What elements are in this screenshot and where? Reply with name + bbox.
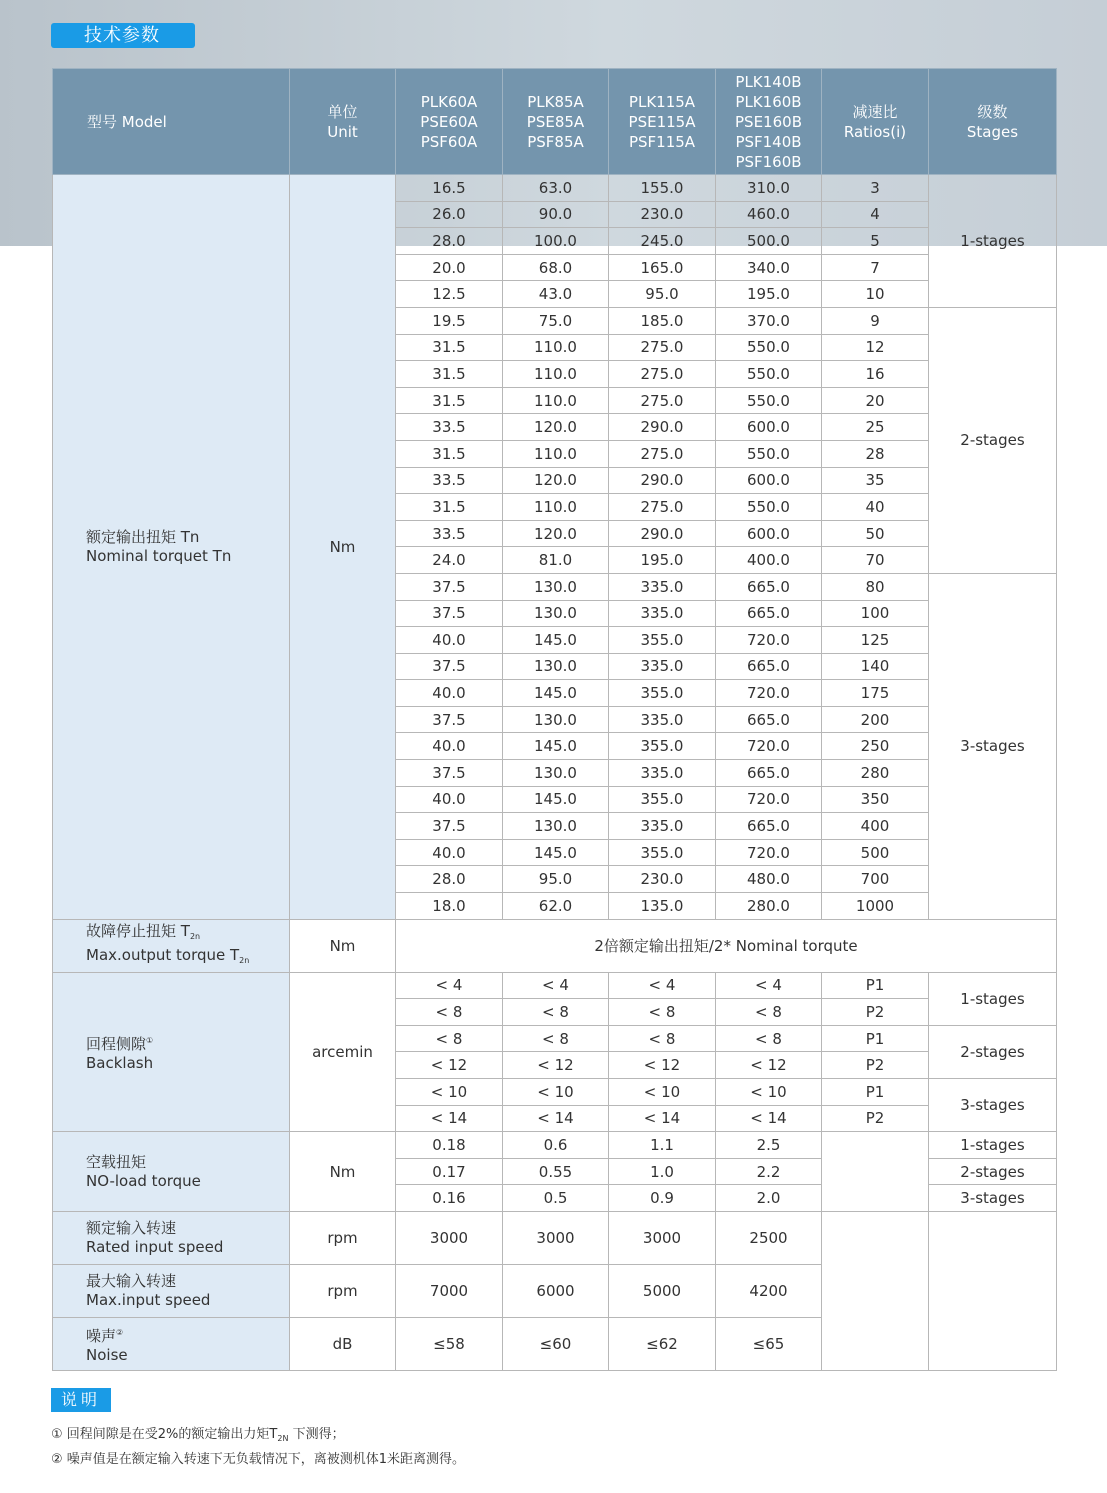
ratio-cell: 7 [822,254,929,281]
precision-cell: P1 [822,1079,929,1106]
torque-cell: 40.0 [396,627,503,654]
torque-cell: 600.0 [716,520,822,547]
max-torque-label-en [86,946,289,970]
torque-cell: 550.0 [716,494,822,521]
backlash-cell: < 8 [503,999,609,1026]
torque-cell: 195.0 [609,547,716,574]
ratio-header-en: Ratios(i) [843,122,907,141]
rated-speed-cell: 3000 [396,1211,503,1264]
backlash-label-cn [86,1031,289,1054]
torque-cell: 370.0 [716,307,822,334]
nominal-torque-label-en-text: Nominal torquet Tn [86,546,232,565]
stage-cell: 3-stages [929,1185,1057,1212]
torque-cell: 110.0 [503,387,609,414]
noload-cell: 0.6 [503,1132,609,1159]
nominal-torque-label [53,175,290,920]
ratio-cell: 16 [822,361,929,388]
torque-cell: 145.0 [503,839,609,866]
stage-cell: 2-stages [929,307,1057,573]
torque-cell: 110.0 [503,361,609,388]
product-name: PSE160B [735,112,802,131]
torque-cell: 18.0 [396,893,503,920]
max-torque-label-sub: 2n [189,931,201,941]
stage-cell: 1-stages [929,1132,1057,1159]
max-torque-label-sub: 2n [239,955,250,965]
unit-header-en: Unit [327,122,358,141]
backlash-cell: < 8 [396,1025,503,1052]
rated-speed-cell: 2500 [716,1211,822,1264]
ratio-cell: 250 [822,733,929,760]
torque-cell: 16.5 [396,175,503,202]
torque-cell: 40.0 [396,786,503,813]
torque-cell: 95.0 [503,866,609,893]
stages-header-cn: 级数 [977,102,1008,121]
max-speed-label-cn [86,1272,289,1291]
rated-speed-cell: 3000 [503,1211,609,1264]
torque-cell: 110.0 [503,494,609,521]
torque-cell: 37.5 [396,760,503,787]
torque-cell: 130.0 [503,653,609,680]
torque-cell: 145.0 [503,733,609,760]
torque-cell: 37.5 [396,653,503,680]
backlash-cell: < 10 [609,1079,716,1106]
torque-cell: 665.0 [716,706,822,733]
torque-cell: 37.5 [396,600,503,627]
torque-cell: 195.0 [716,281,822,308]
ratio-cell: 5 [822,228,929,255]
ratio-cell: 280 [822,760,929,787]
noload-cell: 2.5 [716,1132,822,1159]
torque-cell: 110.0 [503,440,609,467]
torque-cell: 280.0 [716,893,822,920]
torque-cell: 130.0 [503,706,609,733]
backlash-cell: < 14 [609,1105,716,1132]
noise-cell: ≤62 [609,1317,716,1370]
backlash-label-mark: ① [146,1035,154,1045]
product-name: PSE85A [526,112,585,131]
ratio-cell: 700 [822,866,929,893]
torque-cell: 33.5 [396,414,503,441]
backlash-cell: < 4 [396,972,503,999]
torque-cell: 145.0 [503,680,609,707]
torque-cell: 19.5 [396,307,503,334]
ratio-cell: 350 [822,786,929,813]
rated-speed-label-cn-text: 额定输入转速 [86,1218,177,1237]
torque-cell: 33.5 [396,467,503,494]
torque-cell: 37.5 [396,706,503,733]
torque-cell: 230.0 [609,866,716,893]
torque-cell: 355.0 [609,786,716,813]
product-name: PSF85A [527,132,584,151]
section-title: 技术参数 [51,23,195,48]
noise-label-en-text: Noise [86,1345,128,1364]
torque-cell: 550.0 [716,387,822,414]
stages-header [929,69,1057,175]
note-1-tail: 下测得； [288,1427,345,1442]
ratio-cell: 400 [822,813,929,840]
torque-cell: 28.0 [396,228,503,255]
note-2: ② 噪声值是在额定输入转速下无负载情况下，离被测机体1米距离测得。 [51,1452,466,1467]
max-torque-label [53,919,290,972]
torque-cell: 230.0 [609,201,716,228]
torque-cell: 335.0 [609,706,716,733]
torque-cell: 145.0 [503,786,609,813]
product-name: PLK85A [527,92,584,111]
noload-cell: 0.16 [396,1185,503,1212]
ratio-cell: 125 [822,627,929,654]
empty-cell [822,1211,929,1370]
backlash-cell: < 8 [609,999,716,1026]
product-name: PSF140B [735,132,802,151]
product-header-3 [609,69,716,175]
torque-cell: 480.0 [716,866,822,893]
torque-cell: 720.0 [716,627,822,654]
torque-cell: 720.0 [716,680,822,707]
max-speed-label [53,1264,290,1317]
torque-cell: 120.0 [503,467,609,494]
stage-cell: 3-stages [929,1079,1057,1132]
torque-cell: 63.0 [503,175,609,202]
ratio-cell: 80 [822,573,929,600]
torque-cell: 500.0 [716,228,822,255]
torque-cell: 110.0 [503,334,609,361]
max-torque-label-cn [86,922,289,946]
table-body [53,175,1057,1371]
table-row [53,1132,1057,1159]
noise-cell: ≤65 [716,1317,822,1370]
max-speed-cell: 6000 [503,1264,609,1317]
noload-cell: 0.9 [609,1185,716,1212]
rated-speed-label-cn [86,1219,289,1238]
backlash-cell: < 14 [503,1105,609,1132]
product-name: PLK160B [735,92,802,111]
backlash-cell: < 4 [503,972,609,999]
torque-cell: 100.0 [503,228,609,255]
notes-title: 说明 [51,1388,111,1412]
table-row [53,175,1057,202]
torque-cell: 165.0 [609,254,716,281]
ratio-cell: 25 [822,414,929,441]
spec-table [52,68,1057,1371]
product-name: PLK115A [628,92,696,111]
max-speed-label-en [86,1291,289,1310]
ratio-cell: 3 [822,175,929,202]
empty-cell [929,1211,1057,1370]
torque-cell: 335.0 [609,653,716,680]
notes [51,1424,465,1470]
unit-cell: dB [290,1317,396,1370]
ratio-cell: 35 [822,467,929,494]
torque-cell: 185.0 [609,307,716,334]
torque-cell: 665.0 [716,813,822,840]
torque-cell: 81.0 [503,547,609,574]
torque-cell: 120.0 [503,520,609,547]
max-torque-label-cn-text: 故障停止扭矩 T [86,921,190,940]
unit-header-cn: 单位 [327,102,358,121]
torque-cell: 12.5 [396,281,503,308]
torque-cell: 275.0 [609,387,716,414]
torque-cell: 600.0 [716,467,822,494]
torque-cell: 290.0 [609,414,716,441]
torque-cell: 275.0 [609,334,716,361]
backlash-cell: < 4 [716,972,822,999]
torque-cell: 145.0 [503,627,609,654]
backlash-label [53,972,290,1132]
precision-cell: P2 [822,999,929,1026]
backlash-cell: < 8 [503,1025,609,1052]
stage-cell: 2-stages [929,1025,1057,1078]
torque-cell: 355.0 [609,733,716,760]
ratio-cell: 12 [822,334,929,361]
empty-cell [822,1132,929,1212]
noload-label-cn [86,1153,289,1172]
ratio-cell: 1000 [822,893,929,920]
backlash-label-en [86,1054,289,1073]
torque-cell: 720.0 [716,733,822,760]
backlash-label-en-text: Backlash [86,1053,154,1072]
noload-cell: 0.17 [396,1158,503,1185]
noise-label-en [86,1346,289,1365]
table-row [53,1211,1057,1264]
rated-speed-label-en-text: Rated input speed [86,1237,224,1256]
noise-cell: ≤58 [396,1317,503,1370]
torque-cell: 40.0 [396,733,503,760]
torque-cell: 120.0 [503,414,609,441]
stage-cell: 1-stages [929,175,1057,308]
unit-cell: rpm [290,1264,396,1317]
noload-cell: 2.2 [716,1158,822,1185]
torque-cell: 355.0 [609,839,716,866]
ratio-cell: 100 [822,600,929,627]
ratio-cell: 175 [822,680,929,707]
torque-cell: 24.0 [396,547,503,574]
torque-cell: 720.0 [716,786,822,813]
max-speed-cell: 7000 [396,1264,503,1317]
torque-cell: 335.0 [609,600,716,627]
torque-cell: 130.0 [503,573,609,600]
torque-cell: 400.0 [716,547,822,574]
max-speed-label-en-text: Max.input speed [86,1290,211,1309]
torque-cell: 33.5 [396,520,503,547]
torque-cell: 75.0 [503,307,609,334]
torque-cell: 290.0 [609,520,716,547]
torque-cell: 665.0 [716,760,822,787]
product-name: PSE60A [420,112,478,131]
torque-cell: 62.0 [503,893,609,920]
ratio-header-cn: 减速比 [852,102,898,121]
backlash-cell: < 8 [609,1025,716,1052]
max-speed-cell: 5000 [609,1264,716,1317]
backlash-cell: < 12 [396,1052,503,1079]
unit-cell: Nm [290,919,396,972]
product-name: PSF60A [420,132,478,151]
torque-cell: 665.0 [716,600,822,627]
noload-label-cn-text: 空载扭矩 [86,1152,147,1171]
ratio-header [822,69,929,175]
torque-cell: 600.0 [716,414,822,441]
torque-cell: 130.0 [503,600,609,627]
torque-cell: 43.0 [503,281,609,308]
product-name: PSE115A [628,112,696,131]
torque-cell: 37.5 [396,813,503,840]
note-1-text: ① 回程间隙是在受2%的额定输出力矩T [51,1427,278,1442]
stage-cell: 3-stages [929,573,1057,919]
torque-cell: 665.0 [716,653,822,680]
backlash-cell: < 14 [716,1105,822,1132]
ratio-cell: 70 [822,547,929,574]
torque-cell: 290.0 [609,467,716,494]
torque-cell: 310.0 [716,175,822,202]
noload-cell: 0.55 [503,1158,609,1185]
ratio-cell: 50 [822,520,929,547]
torque-cell: 28.0 [396,866,503,893]
backlash-cell: < 10 [396,1079,503,1106]
noise-cell: ≤60 [503,1317,609,1370]
torque-cell: 335.0 [609,813,716,840]
product-name: PLK60A [420,92,478,111]
torque-cell: 275.0 [609,440,716,467]
noload-cell: 0.5 [503,1185,609,1212]
rated-speed-label-en [86,1238,289,1257]
backlash-cell: < 12 [716,1052,822,1079]
note-1 [51,1424,465,1449]
torque-cell: 550.0 [716,334,822,361]
product-name: PLK140B [735,72,802,91]
backlash-cell: < 12 [503,1052,609,1079]
torque-cell: 550.0 [716,440,822,467]
ratio-cell: 10 [822,281,929,308]
max-speed-label-cn-text: 最大输入转速 [86,1271,177,1290]
noload-cell: 1.1 [609,1132,716,1159]
precision-cell: P2 [822,1105,929,1132]
noise-label-cn [86,1323,289,1346]
torque-cell: 37.5 [396,573,503,600]
noload-label [53,1132,290,1212]
torque-cell: 20.0 [396,254,503,281]
precision-cell: P1 [822,972,929,999]
ratio-cell: 20 [822,387,929,414]
product-name: PSF115A [628,132,696,151]
noload-label-en [86,1172,289,1191]
backlash-cell: < 4 [609,972,716,999]
note-1-sub: 2N [277,1434,289,1443]
product-name: PSF160B [735,152,802,171]
table-row [53,919,1057,972]
torque-cell: 95.0 [609,281,716,308]
rated-speed-label [53,1211,290,1264]
torque-cell: 31.5 [396,494,503,521]
torque-cell: 40.0 [396,839,503,866]
ratio-cell: 9 [822,307,929,334]
product-header-4 [716,69,822,175]
torque-cell: 335.0 [609,760,716,787]
torque-cell: 275.0 [609,361,716,388]
noload-cell: 0.18 [396,1132,503,1159]
backlash-cell: < 12 [609,1052,716,1079]
stage-cell: 1-stages [929,972,1057,1025]
table-header-row [53,69,1057,175]
max-speed-cell: 4200 [716,1264,822,1317]
unit-cell: arcemin [290,972,396,1132]
torque-cell: 31.5 [396,361,503,388]
noload-cell: 1.0 [609,1158,716,1185]
nominal-torque-label-en [86,547,289,566]
noload-cell: 2.0 [716,1185,822,1212]
stage-cell: 2-stages [929,1158,1057,1185]
torque-cell: 335.0 [609,573,716,600]
torque-cell: 130.0 [503,760,609,787]
backlash-cell: < 8 [716,999,822,1026]
ratio-cell: 140 [822,653,929,680]
torque-cell: 355.0 [609,680,716,707]
nominal-torque-label-cn-text: 额定输出扭矩 Tn [86,527,200,546]
product-header-2 [503,69,609,175]
nominal-torque-label-cn [86,528,289,547]
torque-cell: 720.0 [716,839,822,866]
stages-header-en: Stages [966,122,1019,141]
table-row [53,972,1057,999]
unit-header [290,69,396,175]
max-torque-label-en-text: Max.output torque T [86,945,240,964]
backlash-cell: < 8 [716,1025,822,1052]
backlash-cell: < 10 [503,1079,609,1106]
ratio-cell: 200 [822,706,929,733]
unit-cell: Nm [290,1132,396,1212]
unit-cell: Nm [290,175,396,920]
torque-cell: 31.5 [396,334,503,361]
torque-cell: 31.5 [396,387,503,414]
unit-cell: rpm [290,1211,396,1264]
torque-cell: 90.0 [503,201,609,228]
torque-cell: 275.0 [609,494,716,521]
torque-cell: 460.0 [716,201,822,228]
noload-label-en-text: NO-load torque [86,1171,201,1190]
product-header-1 [396,69,503,175]
ratio-cell: 500 [822,839,929,866]
backlash-cell: < 10 [716,1079,822,1106]
precision-cell: P2 [822,1052,929,1079]
torque-cell: 665.0 [716,573,822,600]
torque-cell: 155.0 [609,175,716,202]
torque-cell: 26.0 [396,201,503,228]
torque-cell: 245.0 [609,228,716,255]
precision-cell: P1 [822,1025,929,1052]
torque-cell: 550.0 [716,361,822,388]
torque-cell: 355.0 [609,627,716,654]
torque-cell: 31.5 [396,440,503,467]
noise-label [53,1317,290,1370]
torque-cell: 40.0 [396,680,503,707]
backlash-cell: < 14 [396,1105,503,1132]
ratio-cell: 40 [822,494,929,521]
ratio-cell: 28 [822,440,929,467]
backlash-label-cn-text: 回程侧隙 [86,1034,147,1053]
torque-cell: 68.0 [503,254,609,281]
noise-label-cn-text: 噪声 [86,1326,117,1345]
torque-cell: 340.0 [716,254,822,281]
torque-cell: 130.0 [503,813,609,840]
model-header: 型号 Model [53,69,290,175]
backlash-cell: < 8 [396,999,503,1026]
rated-speed-cell: 3000 [609,1211,716,1264]
noise-label-mark: ② [116,1327,124,1337]
ratio-cell: 4 [822,201,929,228]
torque-cell: 135.0 [609,893,716,920]
max-torque-value: 2倍额定输出扭矩/2* Nominal torqute [396,919,1057,972]
